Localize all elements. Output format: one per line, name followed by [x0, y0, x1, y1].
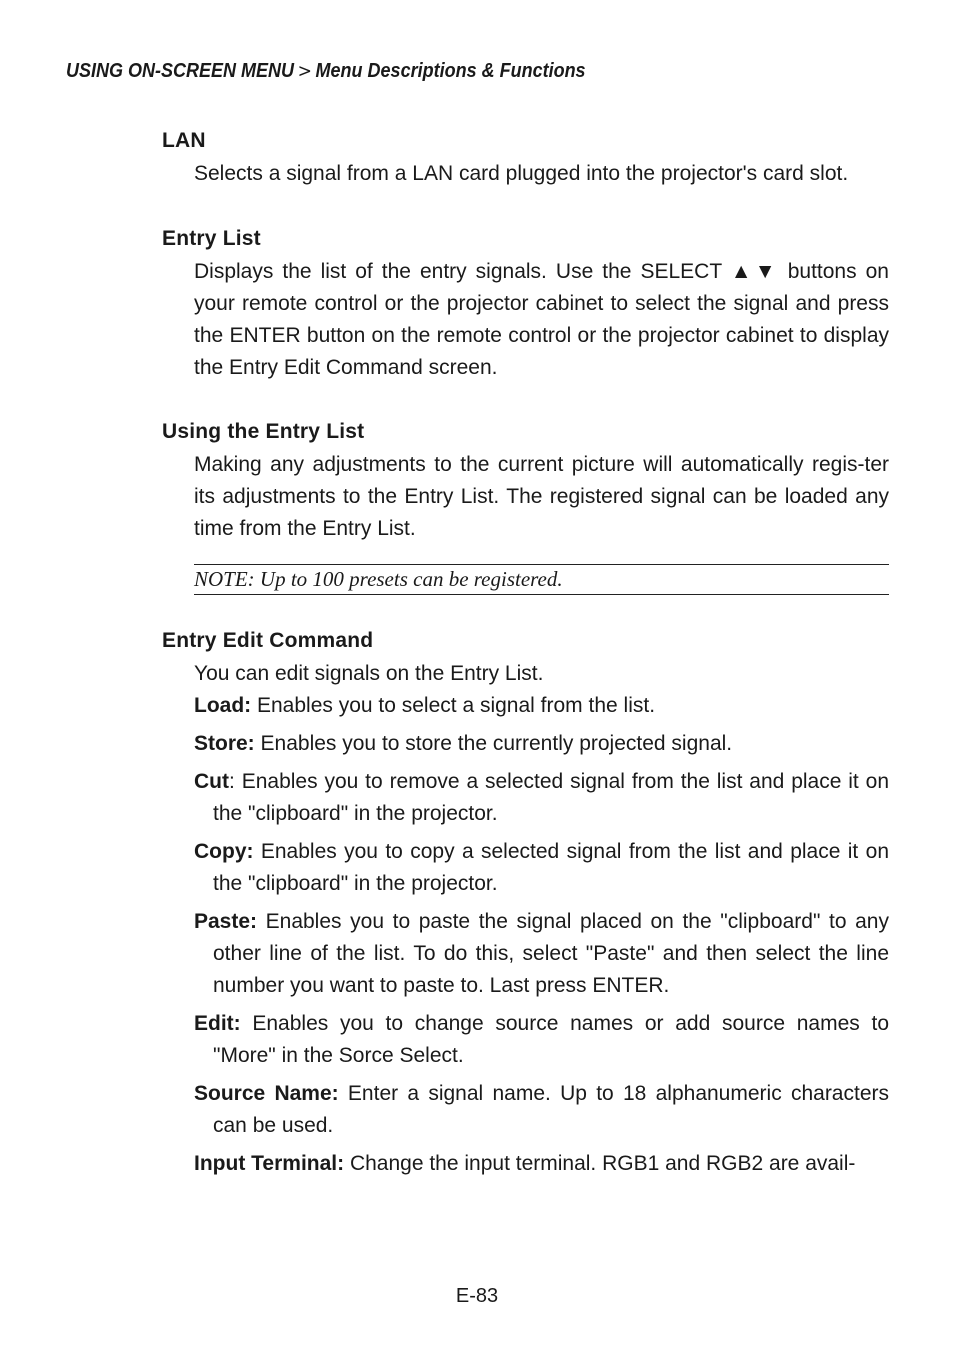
command-desc: Change the input terminal. RGB1 and RGB2 are avail- [344, 1152, 856, 1175]
running-head [66, 60, 586, 83]
command-desc: Enables you to paste the signal placed on the "clipboard" to any other line of the list. To do this, select "Paste" and then select the line number you want to paste to. Last press ENTER. [213, 910, 889, 997]
section-body-entry-list: Displays the list of the entry signals. Use the SELECT ▲▼ buttons on your remote control or the projector cabinet to select the signal and press the ENTER button on the remote control or the projector cabinet to display the Entry Edit Command screen. [194, 260, 889, 379]
command-item-cut [194, 766, 889, 830]
command-desc: : Enables you to remove a selected signal from the list and place it on the "clipboard" in the projector. [213, 770, 889, 825]
command-desc: Enables you to change source names or add source names to "More" in the Sorce Select. [213, 1012, 889, 1067]
running-head-subsection: Menu Descriptions & Functions [315, 60, 586, 82]
command-term: Store: [194, 732, 255, 755]
command-term: Input Terminal: [194, 1152, 345, 1175]
page-content [162, 127, 889, 1180]
command-term: Load: [194, 694, 252, 717]
section-lan [162, 127, 889, 190]
command-desc: Enables you to copy a selected signal from the list and place it on the "clipboard" in the projector. [213, 840, 889, 895]
command-item-edit [194, 1008, 889, 1072]
section-entry-edit-command [162, 627, 889, 1180]
command-term: Cut [194, 770, 229, 793]
command-desc: Enter a signal name. Up to 18 alphanumeric characters can be used. [213, 1082, 889, 1137]
command-term: Source Name: [194, 1082, 339, 1105]
section-heading-entry-list: Entry List [162, 227, 261, 250]
section-intro-entry-edit-command: You can edit signals on the Entry List. [194, 662, 544, 685]
command-item-load [194, 690, 889, 722]
section-body-lan: Selects a signal from a LAN card plugged into the projector's card slot. [194, 162, 849, 185]
section-heading-lan: LAN [162, 129, 206, 152]
command-item-paste [194, 906, 889, 1002]
note-box: NOTE: Up to 100 presets can be registered. [194, 564, 889, 595]
command-desc: Enables you to store the currently projected signal. [254, 732, 733, 755]
running-head-separator: > [297, 60, 312, 82]
command-desc: Enables you to select a signal from the list. [251, 694, 656, 717]
command-item-input-terminal [194, 1148, 889, 1180]
page-number: E-83 [455, 1285, 499, 1307]
section-using-entry-list [162, 418, 889, 545]
command-item-copy [194, 836, 889, 900]
running-head-section: USING ON-SCREEN MENU [66, 60, 295, 82]
command-item-store [194, 728, 889, 760]
section-entry-list [162, 225, 889, 384]
section-body-using-entry-list: Making any adjustments to the current picture will automatically regis-ter its adjustments to the Entry List. The registered signal can be loaded any time from the Entry List. [194, 453, 889, 540]
command-item-source-name [194, 1078, 889, 1142]
command-term: Paste: [194, 910, 258, 933]
command-term: Copy: [194, 840, 254, 863]
section-heading-using-entry-list: Using the Entry List [162, 420, 365, 443]
section-heading-entry-edit-command: Entry Edit Command [162, 629, 374, 652]
command-term: Edit: [194, 1012, 241, 1035]
